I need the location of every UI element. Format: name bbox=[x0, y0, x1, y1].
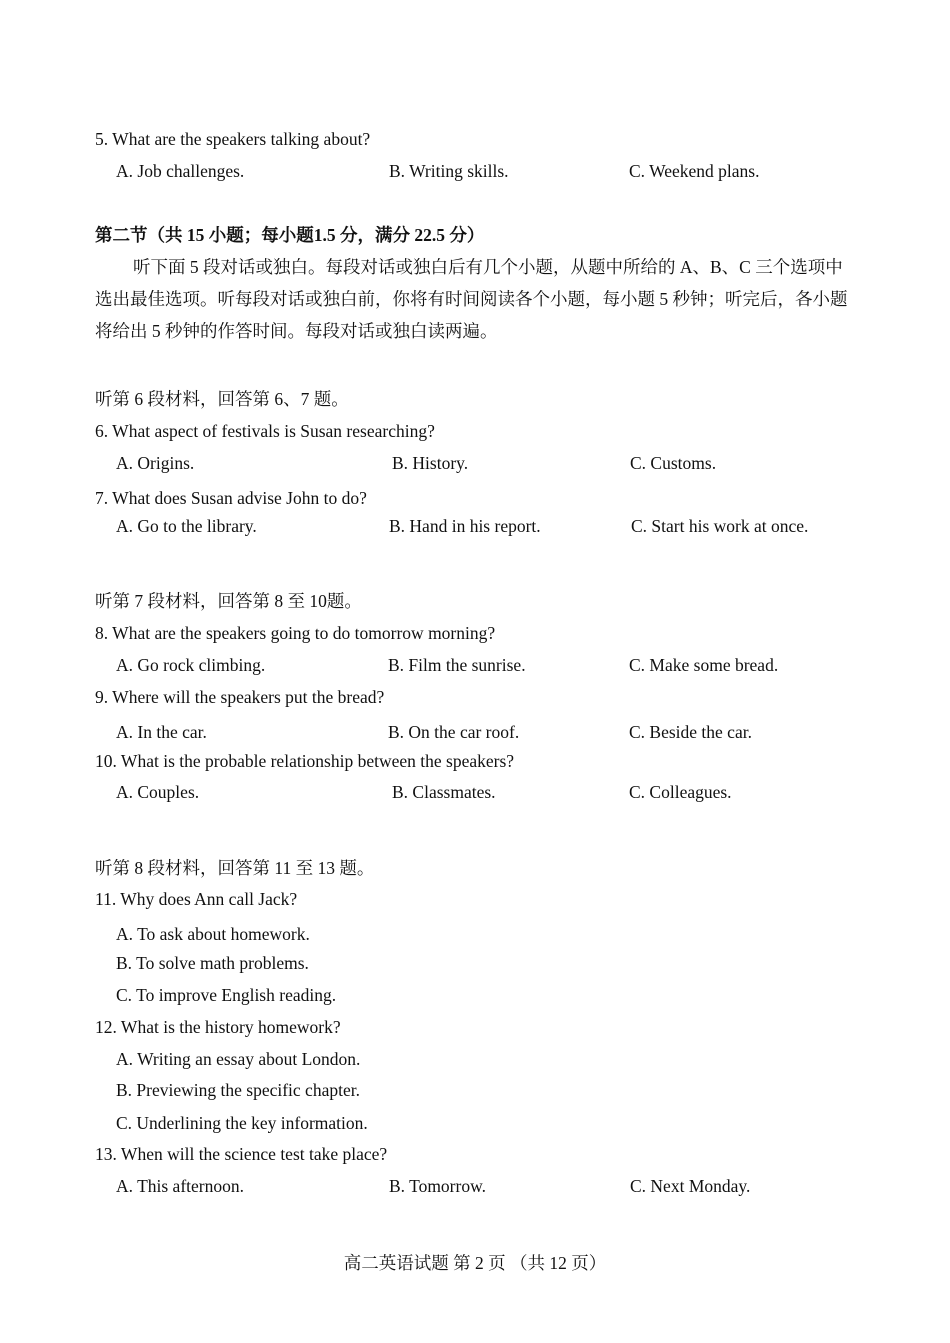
question-8-option-c: C. Make some bread. bbox=[629, 655, 779, 675]
question-6-option-c: C. Customs. bbox=[630, 453, 717, 473]
question-11-option-b: B. To solve math problems. bbox=[116, 953, 309, 973]
question-6-stem: 6. What aspect of festivals is Susan researching? bbox=[95, 421, 435, 441]
material-8-label: 听第 8 段材料，回答第 11 至 13 题。 bbox=[95, 858, 375, 878]
question-12-option-b: B. Previewing the specific chapter. bbox=[116, 1080, 360, 1100]
question-13-option-c: C. Next Monday. bbox=[630, 1176, 751, 1196]
question-10-option-a: A. Couples. bbox=[116, 782, 200, 802]
question-9-option-b: B. On the car roof. bbox=[388, 722, 520, 742]
question-6-option-b: B. History. bbox=[392, 453, 469, 473]
question-7-stem: 7. What does Susan advise John to do? bbox=[95, 488, 367, 508]
question-7-option-a: A. Go to the library. bbox=[116, 516, 257, 536]
material-7-label: 听第 7 段材料，回答第 8 至 10题。 bbox=[95, 591, 362, 611]
question-13-stem: 13. When will the science test take place? bbox=[95, 1144, 388, 1164]
question-12-stem: 12. What is the history homework? bbox=[95, 1017, 341, 1037]
question-5-option-c: C. Weekend plans. bbox=[629, 161, 760, 181]
material-6-label: 听第 6 段材料，回答第 6、7 题。 bbox=[95, 389, 349, 409]
question-5-option-a: A. Job challenges. bbox=[116, 161, 245, 181]
question-6-option-a: A. Origins. bbox=[116, 453, 195, 473]
question-11-option-c: C. To improve English reading. bbox=[116, 985, 337, 1005]
question-5-stem: 5. What are the speakers talking about? bbox=[95, 129, 371, 149]
section-2-title: 第二节（共 15 小题；每小题1.5 分，满分 22.5 分） bbox=[95, 225, 485, 245]
question-13-option-b: B. Tomorrow. bbox=[389, 1176, 486, 1196]
question-9-stem: 9. Where will the speakers put the bread? bbox=[95, 687, 385, 707]
question-10-option-b: B. Classmates. bbox=[392, 782, 496, 802]
section-2-instructions: 听下面 5 段对话或独白。每段对话或独白后有几个小题，从题中所给的 A、B、C 三个选项中选出最佳选项。听每段对话或独白前，你将有时间阅读各个小题，每小题 5 秒钟；听完后，各小题将给出 5 秒钟的作答时间。每段对话或独白读两遍。 bbox=[95, 257, 848, 341]
question-8-option-b: B. Film the sunrise. bbox=[388, 655, 526, 675]
question-9-option-c: C. Beside the car. bbox=[629, 722, 752, 742]
page-footer: 高二英语试题 第 2 页 （共 12 页） bbox=[343, 1253, 607, 1273]
question-5-option-b: B. Writing skills. bbox=[389, 161, 509, 181]
question-12-option-a: A. Writing an essay about London. bbox=[116, 1049, 361, 1069]
question-12-option-c: C. Underlining the key information. bbox=[116, 1113, 368, 1133]
question-9-option-a: A. In the car. bbox=[116, 722, 207, 742]
question-10-option-c: C. Colleagues. bbox=[629, 782, 732, 802]
question-11-option-a: A. To ask about homework. bbox=[116, 924, 310, 944]
question-11-stem: 11. Why does Ann call Jack? bbox=[95, 889, 298, 909]
question-8-option-a: A. Go rock climbing. bbox=[116, 655, 266, 675]
question-8-stem: 8. What are the speakers going to do tomorrow morning? bbox=[95, 623, 496, 643]
question-7-option-b: B. Hand in his report. bbox=[389, 516, 541, 536]
question-7-option-c: C. Start his work at once. bbox=[631, 516, 809, 536]
question-10-stem: 10. What is the probable relationship between the speakers? bbox=[95, 751, 515, 771]
question-13-option-a: A. This afternoon. bbox=[116, 1176, 244, 1196]
